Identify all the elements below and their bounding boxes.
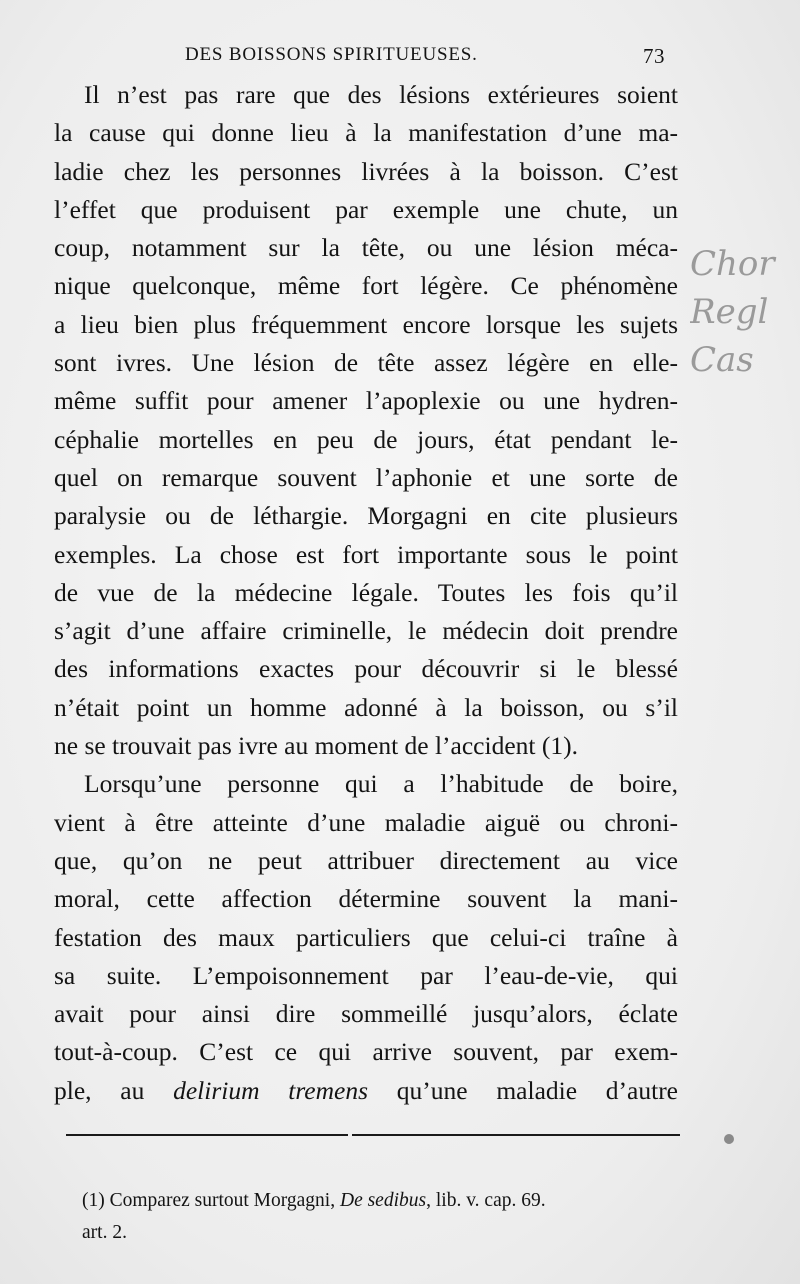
text-line: l’effet que produisent par exemple une chute, un (54, 194, 678, 224)
text-segment: ple, au (54, 1075, 145, 1105)
page-number: 73 (643, 44, 665, 68)
text-line: festation des maux particuliers que celui-ci traîne à (54, 922, 678, 952)
italic-term: delirium tremens (173, 1075, 369, 1105)
handwritten-marginalia (690, 240, 800, 440)
footnote-text: , lib. v. cap. 69. (426, 1190, 546, 1211)
text-line: vient à être atteinte d’une maladie aiguë ou chroni- (54, 807, 678, 837)
text-line: sa suite. L’empoisonnement par l’eau-de-vie, qui (54, 960, 678, 990)
footnote-line: art. 2. (82, 1222, 127, 1243)
page-header (185, 44, 665, 74)
text-line: exemples. La chose est fort importante sous le point (54, 539, 678, 569)
footnote-marker: (1) (82, 1190, 105, 1211)
text-line: paralysie ou de léthargie. Morgagni en cite plusieurs (54, 501, 678, 531)
text-line: céphalie mortelles en peu de jours, état pendant le- (54, 424, 678, 454)
text-line: quel on remarque souvent l’aphonie et une sorte de (54, 462, 678, 492)
text-line: la cause qui donne lieu à la manifestation d’une ma- (54, 118, 678, 148)
text-line: moral, cette affection détermine souvent la mani- (54, 884, 678, 914)
text-line: ne se trouvait pas ivre au moment de l’accident (1). (54, 731, 578, 761)
running-title: DES BOISSONS SPIRITUEUSES. (185, 44, 478, 65)
text-line-with-italic (54, 1072, 678, 1110)
text-line: n’était point un homme adonné à la boisson, ou s’il (54, 692, 678, 722)
text-segment: qu’une maladie d’autre (396, 1075, 679, 1105)
footnote (82, 1185, 692, 1249)
text-line: de vue de la médecine légale. Toutes les fois qu’il (54, 577, 678, 607)
marginalia-line: Chor (690, 244, 775, 284)
text-line: sont ivres. Une lésion de tête assez légère en elle- (54, 348, 678, 378)
marginalia-line: Cas (690, 340, 754, 380)
text-line: s’agit d’une affaire criminelle, le médecin doit prendre (54, 616, 678, 646)
text-line: Lorsqu’une personne qui a l’habitude de boire, (84, 769, 678, 799)
text-line: avait pour ainsi dire sommeillé jusqu’alors, éclate (54, 999, 678, 1029)
text-line: ladie chez les personnes livrées à la boisson. C’est (54, 156, 678, 186)
text-line: même suffit pour amener l’apoplexie ou une hydren- (54, 386, 678, 416)
separator-rule (352, 1134, 680, 1136)
text-line: que, qu’on ne peut attribuer directement au vice (54, 845, 678, 875)
text-line: des informations exactes pour découvrir si le blessé (54, 654, 678, 684)
footnote-separator (66, 1134, 680, 1140)
footnote-line (82, 1185, 692, 1217)
text-line: coup, notamment sur la tête, ou une lésion méca- (54, 233, 678, 263)
text-line: nique quelconque, même fort légère. Ce phénomène (54, 271, 678, 301)
text-line: tout-à-coup. C’est ce qui arrive souvent, par exem- (54, 1037, 678, 1067)
footnote-italic: De sedibus (339, 1190, 427, 1211)
footnote-text: Comparez surtout Morgagni, (109, 1190, 336, 1211)
marginalia-line: Regl (690, 292, 769, 332)
ink-dot (724, 1134, 734, 1144)
separator-rule (66, 1134, 348, 1136)
body-text (54, 76, 678, 1110)
text-line: a lieu bien plus fréquemment encore lorsque les sujets (54, 309, 678, 339)
text-line: Il n’est pas rare que des lésions extérieures soient (84, 80, 678, 109)
